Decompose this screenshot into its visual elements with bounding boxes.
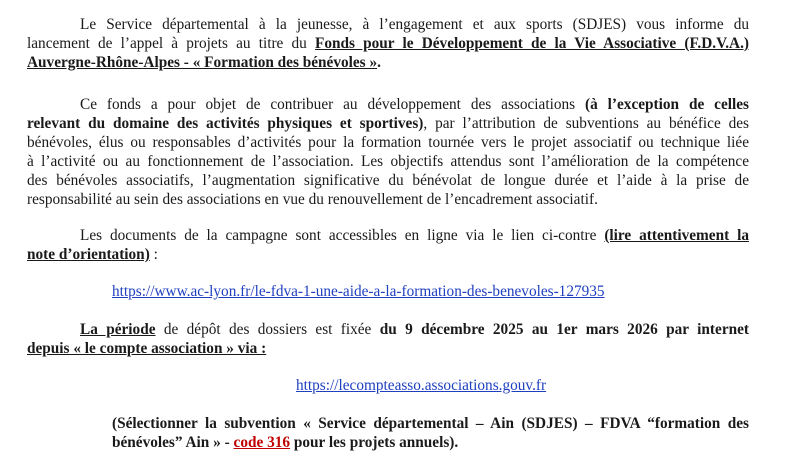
objet-text: responsabilité au sein des associations en vue du renouvellement de l’encadrement associatif.: [27, 191, 598, 208]
program-title: Auvergne-Rhône-Alpes - « Formation des bénévoles »: [27, 54, 378, 71]
campaign-documents-link[interactable]: https://www.ac-lyon.fr/le-fdva-1-une-aide-a-la-formation-des-benevoles-127935: [112, 283, 605, 300]
objet-line-4: [27, 152, 749, 172]
objet-line-2: [27, 114, 749, 134]
periode-line-2: [27, 339, 266, 359]
selection-line-1: [112, 414, 749, 434]
objet-text: des bénévoles associatifs, l’augmentation significative du bénévolat de longue durée et l’aide à la prise de: [27, 172, 749, 189]
documents-line-1: [27, 226, 749, 246]
periode-text: de dépôt des dossiers est fixée: [155, 321, 380, 338]
periode-via: depuis « le compte association » via :: [27, 340, 267, 357]
objet-line-5: [27, 171, 749, 191]
objet-text: bénévoles, élus ou responsables d’activités pour la formation tournée vers le projet associatif ou technique liée: [27, 134, 749, 151]
selection-text: pour les projets annuels).: [290, 434, 459, 451]
documents-text: :: [149, 246, 158, 263]
periode-line-1: [27, 320, 749, 340]
selection-text: bénévoles” Ain » -: [112, 434, 234, 451]
intro-line-3: [27, 53, 381, 73]
objet-line-3: [27, 133, 749, 153]
documents-line-2: [27, 245, 158, 265]
objet-exception: relevant du domaine des activités physiques et sportives): [27, 115, 424, 132]
orientation-note: note d’orientation): [27, 246, 150, 263]
objet-text: Ce fonds a pour objet de contribuer au développement des associations: [80, 96, 586, 113]
intro-text: lancement de l’appel à projets au titre du: [27, 35, 315, 52]
compte-asso-link-line: [296, 376, 546, 396]
selection-line-2: [112, 433, 458, 453]
selection-text: (Sélectionner la subvention « Service départemental – Ain (SDJES) – FDVA “formation des: [112, 415, 749, 432]
intro-line-2: [27, 34, 749, 54]
orientation-note: (lire attentivement la: [604, 227, 749, 244]
intro-text: .: [377, 54, 381, 71]
fdva-title: Fonds pour le Développement de la Vie Associative (F.D.V.A.): [315, 35, 749, 52]
objet-line-1: [27, 95, 749, 115]
documents-text: Les documents de la campagne sont accessibles en ligne via le lien ci-contre: [80, 227, 605, 244]
periode-dates: du 9 décembre 2025 au 1er mars 2026 par internet: [379, 321, 749, 338]
subvention-code: code 316: [233, 434, 291, 451]
objet-text: , par l’attribution de subventions au bénéfice des: [423, 115, 749, 132]
objet-text: à l’activité ou au fonctionnement de l’association. Les objectifs attendus sont l’amélioration de la compétence: [27, 153, 749, 170]
objet-exception: (à l’exception de celles: [585, 96, 750, 113]
intro-line-1: [27, 15, 749, 35]
periode-label: La période: [80, 321, 156, 338]
cropped-next-line: [350, 458, 390, 465]
compte-association-link[interactable]: https://lecompteasso.associations.gouv.fr: [296, 377, 547, 394]
objet-line-6: [27, 190, 598, 210]
documents-link-line: [112, 282, 605, 302]
intro-text: Le Service départemental à la jeunesse, à l’engagement et aux sports (SDJES) vous informe du: [80, 16, 749, 33]
